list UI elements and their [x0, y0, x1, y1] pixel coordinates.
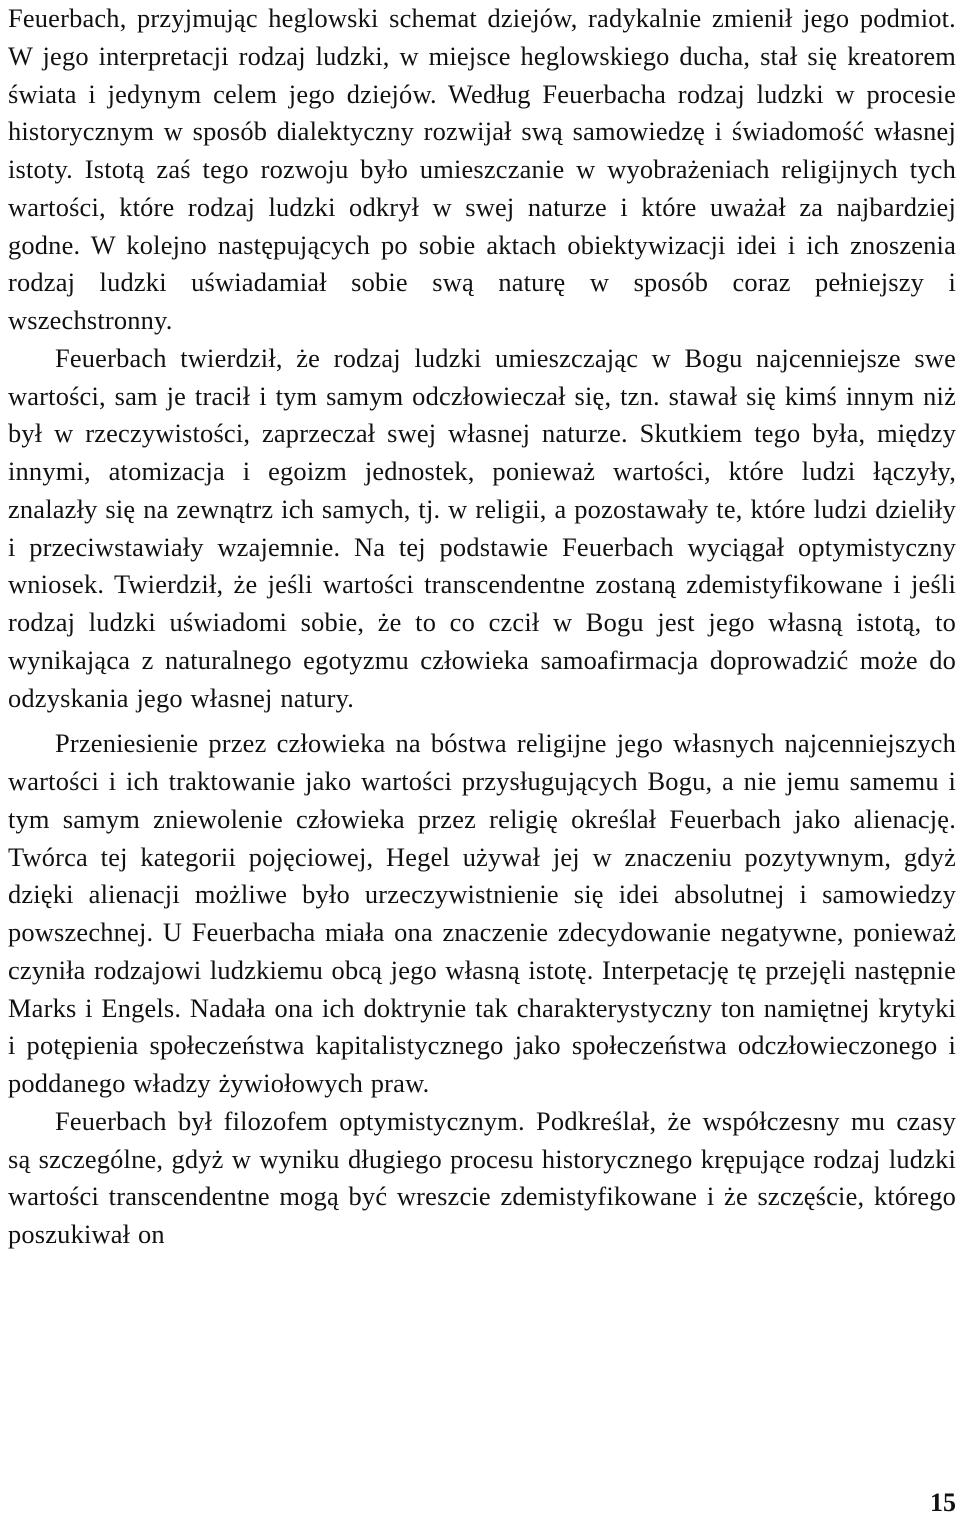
paragraph-3: Przeniesienie przez człowieka na bóstwa religijne jego własnych najcenniejszych wartości i ich traktowanie jako wartości przysługujących Bogu, a nie jemu samemu i tym samym zniewolenie człowieka przez religię określał Feuerbach jako alienację. Twórca tej kategorii pojęciowej, Hegel używał jej w znaczeniu pozytywnym, gdyż dzięki alienacji możliwe było urzeczywistnienie się idei absolutnej i samowiedzy powszechnej. U Feuerbacha miała ona znaczenie zdecydowanie negatywne, ponieważ czyniła rodzajowi ludzkiemu obcą jego własną istotę. Interpetację tę przejęli następnie Marks i Engels. Nadała ona ich doktrynie tak charakterystyczny ton namiętnej krytyki i potępienia społeczeństwa kapitalistycznego jako społeczeństwa odczłowieczonego i poddanego władzy żywiołowych praw. — [8, 728, 956, 1098]
page-number: 15 — [930, 1488, 956, 1517]
document-page — [8, 0, 956, 1254]
paragraph-4: Feuerbach był filozofem optymistycznym. Podkreślał, że współczesny mu czasy są szczególne, gdyż w wyniku długiego procesu historycznego krępujące rodzaj ludzki wartości transcendentne mogą być wreszcie zdemistyfikowane i że szczęście, którego poszukiwał on — [8, 1105, 956, 1249]
paragraph-2: Feuerbach twierdził, że rodzaj ludzki umieszczając w Bogu najcenniejsze swe wartości, sam je tracił i tym samym odczłowieczał się, tzn. stawał się kimś innym niż był w rzeczywistości, zaprzeczał swej własnej naturze. Skutkiem tego była, między innymi, atomizacja i egoizm jednostek, ponieważ wartości, które ludzi łączyły, znalazły się na zewnątrz ich samych, tj. w religii, a pozostawały te, które ludzi dzieliły i przeciwstawiały wzajemnie. Na tej podstawie Feuerbach wyciągał optymistyczny wniosek. Twierdził, że jeśli wartości transcendentne zostaną zdemistyfikowane i jeśli rodzaj ludzki uświadomi sobie, że to co czcił w Bogu jest jego własną istotą, to wynikająca z naturalnego egotyzmu człowieka samoafirmacja doprowadzić może do odzyskania jego własnej natury. — [8, 342, 956, 713]
paragraph-1: Feuerbach, przyjmując heglowski schemat dziejów, radykalnie zmienił jego podmiot. W jego interpretacji rodzaj ludzki, w miejsce heglowskiego ducha, stał się kreatorem świata i jedynym celem jego dziejów. Według Feuerbacha rodzaj ludzki w procesie historycznym w sposób dialektyczny rozwijał swą samowiedzę i świadomość własnej istoty. Istotą zaś tego rozwoju było umieszczanie w wyobrażeniach religijnych tych wartości, które rodzaj ludzki odkrył w swej naturze i które uważał za najbardziej godne. W kolejno następujących po sobie aktach obiektywizacji idei i ich znoszenia rodzaj ludzki uświadamiał sobie swą naturę w sposób coraz pełniejszy i wszechstronny. — [8, 3, 956, 335]
